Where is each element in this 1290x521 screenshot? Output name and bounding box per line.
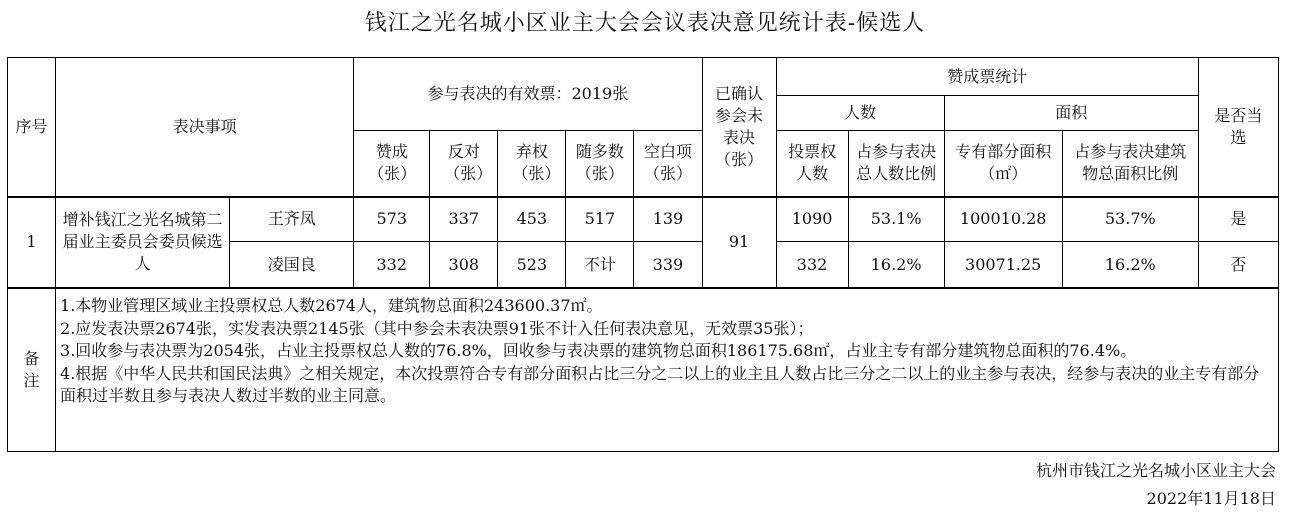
header-people: 人数 bbox=[776, 96, 944, 130]
col-blank-text: 空白项（张） bbox=[643, 142, 692, 184]
cell-area-value: 100010.28 bbox=[944, 197, 1062, 242]
cell-blank: 139 bbox=[634, 197, 702, 242]
note-line: 3.回收参与表决票为2054张，占业主投票权总人数的76.8%，回收参与表决票的建筑物总面积186175.68㎡，占业主专有部分建筑物总面积的76.4%。 bbox=[60, 341, 1137, 361]
cell-oppose: 308 bbox=[430, 242, 498, 288]
cell-abstain: 523 bbox=[498, 242, 566, 288]
cell-voter-ratio: 53.1% bbox=[848, 197, 944, 242]
candidate-name: 王齐凤 bbox=[230, 197, 354, 242]
col-blank bbox=[634, 130, 702, 197]
header-valid-votes: 参与表决的有效票：2019张 bbox=[354, 58, 702, 131]
cell-approve: 573 bbox=[354, 197, 430, 242]
notes-body bbox=[56, 288, 1279, 451]
cell-elected: 是 bbox=[1198, 197, 1278, 242]
col-voter-count bbox=[776, 130, 848, 197]
cell-voter-count: 332 bbox=[776, 242, 848, 288]
col-voter-ratio bbox=[848, 130, 944, 197]
cell-oppose: 337 bbox=[430, 197, 498, 242]
col-voter-count-text: 投票权人数 bbox=[788, 142, 837, 184]
note-line: 4.根据《中华人民共和国民法典》之相关规定，本次投票符合专有部分面积占比三分之二以上的业主且人数占比三分之二以上的业主参与表决，经参与表决的业主专有部分面积过半数且参与表决人数过半数的业主同意。 bbox=[60, 363, 1260, 406]
cell-elected: 否 bbox=[1198, 242, 1278, 288]
cell-area-ratio: 16.2% bbox=[1062, 242, 1198, 288]
col-oppose-text: 反对（张） bbox=[444, 142, 493, 184]
row-seq: 1 bbox=[8, 197, 56, 289]
cell-follow: 不计 bbox=[566, 242, 634, 288]
header-area: 面积 bbox=[944, 96, 1198, 130]
header-elected bbox=[1198, 58, 1278, 197]
col-area-value-text: 专有部分面积（㎡） bbox=[955, 142, 1052, 184]
cell-blank: 339 bbox=[634, 242, 702, 288]
row-item-text: 增补钱江之光名城第二届业主委员会委员候选人 bbox=[62, 210, 223, 274]
cell-approve: 332 bbox=[354, 242, 430, 288]
header-item: 表决事项 bbox=[56, 58, 354, 197]
col-area-ratio-text: 占参与表决建筑物总面积比例 bbox=[1074, 142, 1187, 184]
page-title: 钱江之光名城小区业主大会会议表决意见统计表-候选人 bbox=[364, 11, 926, 36]
col-abstain bbox=[498, 130, 566, 197]
header-elected-text: 是否当选 bbox=[1214, 105, 1263, 147]
col-approve-text: 赞成（张） bbox=[368, 142, 417, 184]
col-oppose bbox=[430, 130, 498, 197]
header-confirmed bbox=[702, 58, 776, 197]
cell-voter-ratio: 16.2% bbox=[848, 242, 944, 288]
cell-abstain: 453 bbox=[498, 197, 566, 242]
row-item bbox=[56, 197, 230, 289]
footer-org: 杭州市钱江之光名城小区业主大会 bbox=[1035, 461, 1276, 480]
note-line: 1.本物业管理区域业主投票权总人数2674人，建筑物总面积243600.37㎡。 bbox=[60, 296, 603, 316]
cell-area-ratio: 53.7% bbox=[1062, 197, 1198, 242]
col-voter-ratio-text: 占参与表决总人数比例 bbox=[856, 142, 937, 184]
cell-follow: 517 bbox=[566, 197, 634, 242]
note-line: 2.应发表决票2674张，实发表决票2145张（其中参会未表决票91张不计入任何表决意见，无效票35张）； bbox=[60, 318, 814, 338]
notes-label bbox=[8, 288, 56, 451]
col-follow-text: 随多数（张） bbox=[575, 142, 624, 184]
header-approve-stats: 赞成票统计 bbox=[776, 58, 1198, 96]
header-seq: 序号 bbox=[8, 58, 56, 197]
col-area-ratio bbox=[1062, 130, 1198, 197]
notes-label-text: 备注 bbox=[23, 349, 40, 391]
vote-table bbox=[7, 57, 1279, 452]
header-confirmed-text: 已确认参会未表决（张） bbox=[715, 83, 764, 169]
footer-date: 2022年11月18日 bbox=[1146, 489, 1276, 508]
cell-area-value: 30071.25 bbox=[944, 242, 1062, 288]
cell-confirmed: 91 bbox=[702, 197, 776, 289]
candidate-name: 凌国良 bbox=[230, 242, 354, 288]
col-approve bbox=[354, 130, 430, 197]
cell-voter-count: 1090 bbox=[776, 197, 848, 242]
col-abstain-text: 弃权（张） bbox=[512, 142, 561, 184]
col-follow bbox=[566, 130, 634, 197]
col-area-value bbox=[944, 130, 1062, 197]
